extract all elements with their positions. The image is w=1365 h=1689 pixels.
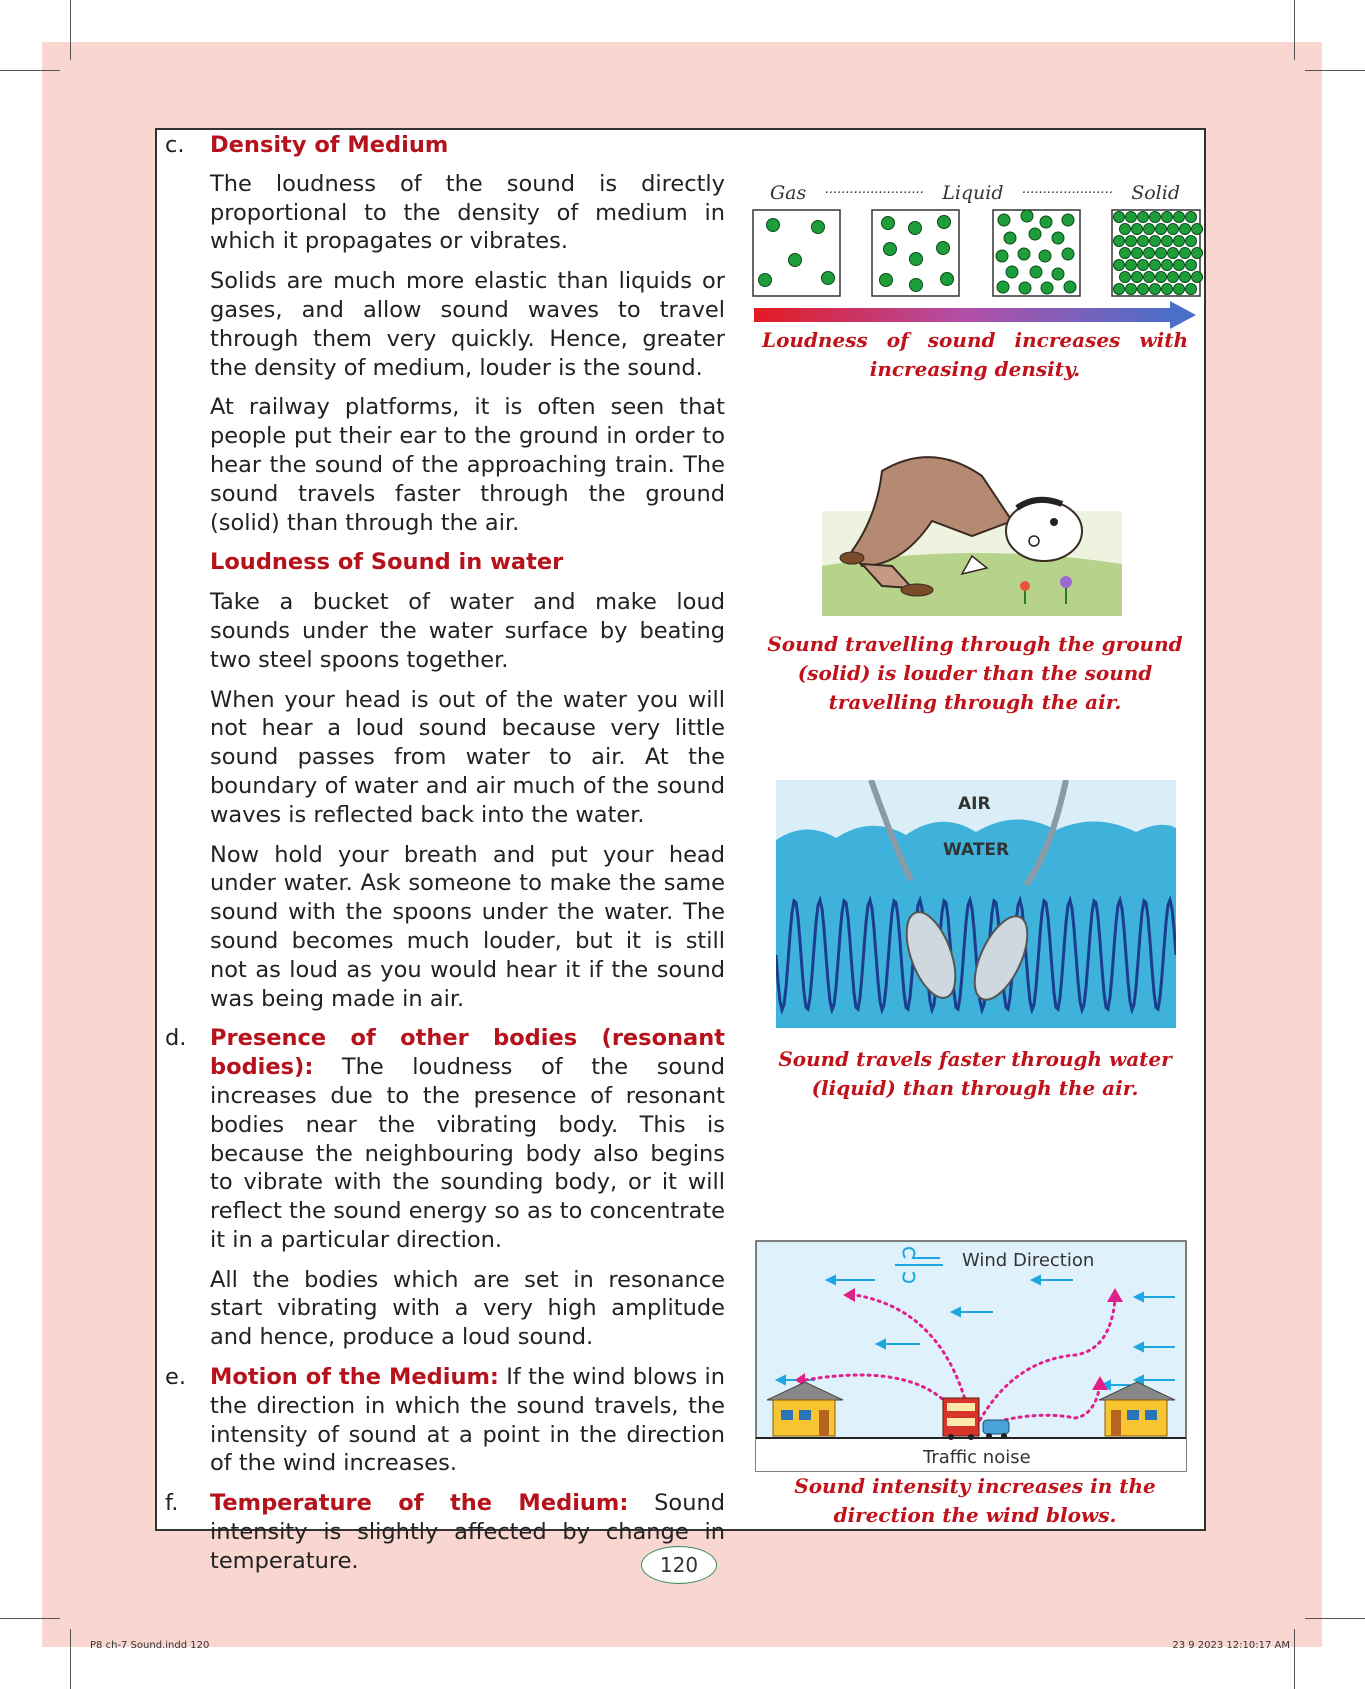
spoons-in-water-illustration (776, 780, 1176, 1028)
footer-timestamp: 23 9 2023 12:10:17 AM (1172, 1640, 1290, 1651)
paragraph: Sound intensity is slightly affected by change in temperature. (210, 1490, 725, 1574)
solid-particle (1180, 248, 1191, 259)
solid-particle (1192, 272, 1203, 283)
solid-particle (1114, 284, 1125, 295)
solid-particle (1138, 212, 1149, 223)
solid-particle (1186, 212, 1197, 223)
gas-box (753, 210, 840, 296)
figure-wind-direction (740, 1240, 1210, 1530)
paragraph: Solids are much more elastic than liquids or gases, and allow sound waves to travel through them very quickly. Hence, greater the density of medium, louder is the sound. (210, 268, 725, 381)
solid-particle (1186, 260, 1197, 271)
section-heading: Temperature of the Medium: (210, 1490, 629, 1517)
solid-particle (1156, 224, 1167, 235)
paragraph: When your head is out of the water you will not hear a loud sound because very little sound passes from water to air. At the boundary of water and air much of the sound waves is reflected back into the water. (210, 686, 725, 828)
solid-particle (1180, 272, 1191, 283)
solid-particle (1180, 224, 1191, 235)
section-density-of-medium (165, 131, 725, 1013)
solid-particle (1144, 248, 1155, 259)
solid-particle (1150, 284, 1161, 295)
paragraph: At railway platforms, it is often seen that people put their ear to the ground in order to hear the sound of the approaching train. The sound travels faster through the ground (solid) than through the air. (210, 394, 725, 536)
paragraph: The loudness of the sound is directly proportional to the density of medium in which it propagates or vibrates. (210, 170, 725, 255)
paragraph: The loudness of the sound increases due to the presence of resonant bodies near the vibrating body. This is because the neighbouring body also begins to vibrate with the sounding body, or it will reflect the sound energy so as to concentrate it in a particular direction. (210, 1054, 725, 1253)
solid-particle (1192, 248, 1203, 259)
solid-particle (1120, 272, 1131, 283)
solid-particle (1126, 260, 1137, 271)
label-traffic-noise: Traffic noise (923, 1447, 1031, 1468)
figure-caption: Sound travels faster through water (liquid) than through the air. (778, 1047, 1172, 1100)
solid-particle (1168, 224, 1179, 235)
wind-traffic-diagram (755, 1240, 1187, 1472)
liquid-box (872, 210, 959, 296)
solid-particle (1120, 248, 1131, 259)
solid-particle (1156, 248, 1167, 259)
label-solid: Solid (1131, 182, 1180, 204)
solid-particle (1168, 248, 1179, 259)
solid-particle (1168, 272, 1179, 283)
solid-particle (1126, 284, 1137, 295)
label-gas: Gas (770, 182, 807, 204)
solid-particle (1162, 236, 1173, 247)
paragraph: Now hold your breath and put your head under water. Ask someone to make the same sound with the spoons under the water. The sound becomes much louder, but it is still not as loud as you would hear it if the sound was being made in air. (210, 841, 725, 1012)
solid-particle (1162, 260, 1173, 271)
paragraph: All the bodies which are set in resonance start vibrating with a very high amplitude and hence, produce a loud sound. (210, 1266, 725, 1351)
page-number: 120 (641, 1546, 717, 1584)
solid-particle (1144, 224, 1155, 235)
sub-heading: Loudness of Sound in water (210, 549, 564, 576)
section-marker: f. (165, 1490, 179, 1517)
section-motion-of-medium (165, 1363, 725, 1478)
solid-particle (1114, 236, 1125, 247)
solid-particle (1150, 260, 1161, 271)
label-liquid: Liquid (942, 182, 1004, 204)
solid-particle (1156, 272, 1167, 283)
figure-density (740, 178, 1210, 388)
solid-particle (1126, 212, 1137, 223)
label-wind-direction: Wind Direction (962, 1250, 1095, 1271)
label-air: AIR (958, 794, 991, 814)
state-labels (770, 182, 1180, 204)
section-marker: e. (165, 1364, 186, 1391)
solid-particle (1132, 272, 1143, 283)
solid-particle (1186, 284, 1197, 295)
label-water: WATER (943, 840, 1010, 860)
solid-particle (1150, 212, 1161, 223)
solid-particle (1132, 224, 1143, 235)
solid-particle (1174, 236, 1185, 247)
solid-particle (1162, 212, 1173, 223)
section-heading: Motion of the Medium: (210, 1364, 499, 1391)
bus-icon (943, 1398, 979, 1440)
solid-particle (1120, 224, 1131, 235)
solid-particle (1150, 236, 1161, 247)
solid-particle (1126, 236, 1137, 247)
label-dots: ...................... (1021, 182, 1113, 197)
solid-particle (1162, 284, 1173, 295)
solid-particle (1192, 224, 1203, 235)
section-heading: Density of Medium (210, 132, 449, 158)
solid-particle (1132, 248, 1143, 259)
man-ear-to-ground-illustration (822, 446, 1122, 616)
loudness-arrow (754, 301, 1196, 329)
figure-caption: Loudness of sound increases with increasing density. (762, 328, 1188, 381)
section-heading: Presence of other bodies (resonant bodies): (210, 1025, 725, 1081)
solid-particle (1138, 260, 1149, 271)
solid-particle (1186, 236, 1197, 247)
figure-ground-listening (740, 440, 1210, 714)
paragraph: Take a bucket of water and make loud sounds under the water surface by beating two steel spoons together. (210, 589, 725, 673)
solid-particle (1174, 260, 1185, 271)
solid-particle (1138, 236, 1149, 247)
solid-particle (1114, 212, 1125, 223)
solid-particle (1114, 260, 1125, 271)
section-marker: d. (165, 1025, 187, 1052)
figure-caption: Sound intensity increases in the direction the wind blows. (794, 1474, 1156, 1527)
footer-file-info: P8 ch-7 Sound.indd 120 (90, 1640, 210, 1651)
solid-particle (1138, 284, 1149, 295)
label-dots: ........................ (824, 182, 924, 197)
figure-water-spoons (740, 780, 1210, 1110)
solid-particle (1174, 212, 1185, 223)
solid-box (1112, 210, 1203, 296)
solid-particle (1174, 284, 1185, 295)
text-column (165, 128, 725, 1576)
section-resonant-bodies (165, 1024, 725, 1352)
liquid-dense-box (993, 210, 1080, 296)
solid-particle (1144, 272, 1155, 283)
figure-caption: Sound travelling through the ground (solid) is louder than the sound travelling through the air. (767, 632, 1183, 714)
paragraph: If the wind blows in the direction in which the sound travels, the intensity of sound at a point in the direction of the wind increases. (210, 1364, 725, 1477)
section-marker: c. (165, 132, 185, 158)
